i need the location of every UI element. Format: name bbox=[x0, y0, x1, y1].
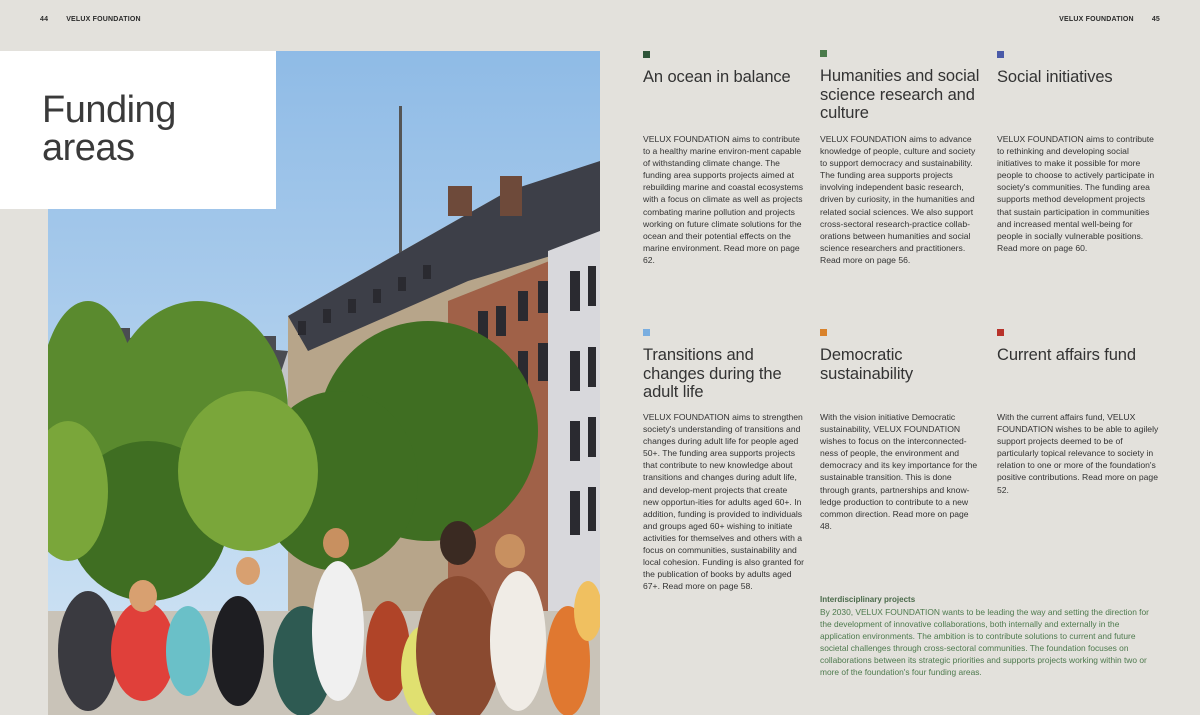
page-title: Funding areas bbox=[42, 89, 176, 169]
area-democratic bbox=[820, 329, 980, 531]
area-current-affairs bbox=[997, 329, 1159, 495]
area-title: Social initiatives bbox=[997, 68, 1113, 86]
area-title: Current affairs fund bbox=[997, 346, 1136, 364]
area-title: Transitions and changes during the adult life bbox=[643, 346, 782, 401]
header-left bbox=[40, 16, 141, 23]
area-social bbox=[997, 51, 1157, 253]
area-ocean bbox=[643, 51, 804, 265]
interdisciplinary-section bbox=[820, 595, 1160, 679]
area-body: VELUX FOUNDATION aims to strengthen society's understanding of transitions and changes during adult life for people aged 50+. The funding area supports projects that contribute to new knowledge about transitions and changes during adult life, and develop-ment projects that create new opportun-ities for adults aged 60+. In addition, funding is provided to individuals and groups aged 60+ wishing to initiate activities for themselves and others with a focus on communities, sustainability and local cohesion. Funding is also granted for the publication of books by adults aged 67+. Read more on page 58. bbox=[643, 412, 804, 592]
header-right bbox=[1059, 16, 1160, 23]
area-marker bbox=[820, 50, 827, 57]
area-marker bbox=[820, 329, 827, 336]
area-title: Humanities and social science research and culture bbox=[820, 67, 980, 122]
area-body: VELUX FOUNDATION aims to contribute to a healthy marine environ-ment capable of withstanding climate change. The funding area supports projects aimed at rebuilding marine and coastal ecosystems with a focus on climate as well as projects combating marine pollution and projects working on future climate solutions for the ocean and their potential effects on the marine environment. Read more on page 62. bbox=[643, 134, 804, 265]
area-title: Democratic sustainability bbox=[820, 346, 914, 383]
area-marker bbox=[643, 51, 650, 58]
area-marker bbox=[643, 329, 650, 336]
page-number-right: 45 bbox=[1151, 16, 1160, 23]
interdisciplinary-title: Interdisciplinary projects bbox=[820, 595, 916, 604]
area-body: VELUX FOUNDATION aims to advance knowledge of people, culture and society to support democracy and sustainability. The funding area supports projects involving independent basic research, driven by curiosity, in the humanities and related social sciences. We also support cross-sectoral research-practice collab-orations between humanities and social science researchers and practitioners. Read more on page 56. bbox=[820, 134, 976, 265]
brand-right: VELUX FOUNDATION bbox=[1059, 16, 1134, 23]
interdisciplinary-body: By 2030, VELUX FOUNDATION wants to be leading the way and setting the direction for the development of innovative collaborations, both internally and externally in the application environments. The ambition is to contribute solutions to current and future societal challenges through cross-sectoral communities. The foundation focuses on collaborations between its strategic priorities and supports projects working within two or more of the foundation's four funding areas. bbox=[820, 607, 1149, 678]
title-box bbox=[0, 51, 276, 209]
area-humanities bbox=[820, 50, 980, 265]
area-body: With the vision initiative Democratic sustainability, VELUX FOUNDATION wishes to focus on the interconnected-ness of people, the environment and democracy and its key importance for the sustainable transition. This is done through grants, partnerships and know-ledge production to contribute to a new common direction. Read more on page 48. bbox=[820, 412, 978, 531]
page-number-left: 44 bbox=[40, 16, 49, 23]
area-title: An ocean in balance bbox=[643, 68, 791, 86]
area-marker bbox=[997, 329, 1004, 336]
area-transitions bbox=[643, 329, 804, 592]
brand-left: VELUX FOUNDATION bbox=[66, 16, 141, 23]
area-marker bbox=[997, 51, 1004, 58]
area-body: With the current affairs fund, VELUX FOUNDATION wishes to be able to agilely support projects deemed to be of particularly topical relevance to society in relation to one or more of the foundation's positive contributions. Read more on page 52. bbox=[997, 412, 1159, 495]
area-body: VELUX FOUNDATION aims to contribute to rethinking and developing social initiatives to make it possible for more people to choose to actively participate in society's communities. The funding area supports method development projects that sustain participation in communities and increased mental well-being for people in socially vulnerable positions. Read more on page 60. bbox=[997, 134, 1155, 253]
